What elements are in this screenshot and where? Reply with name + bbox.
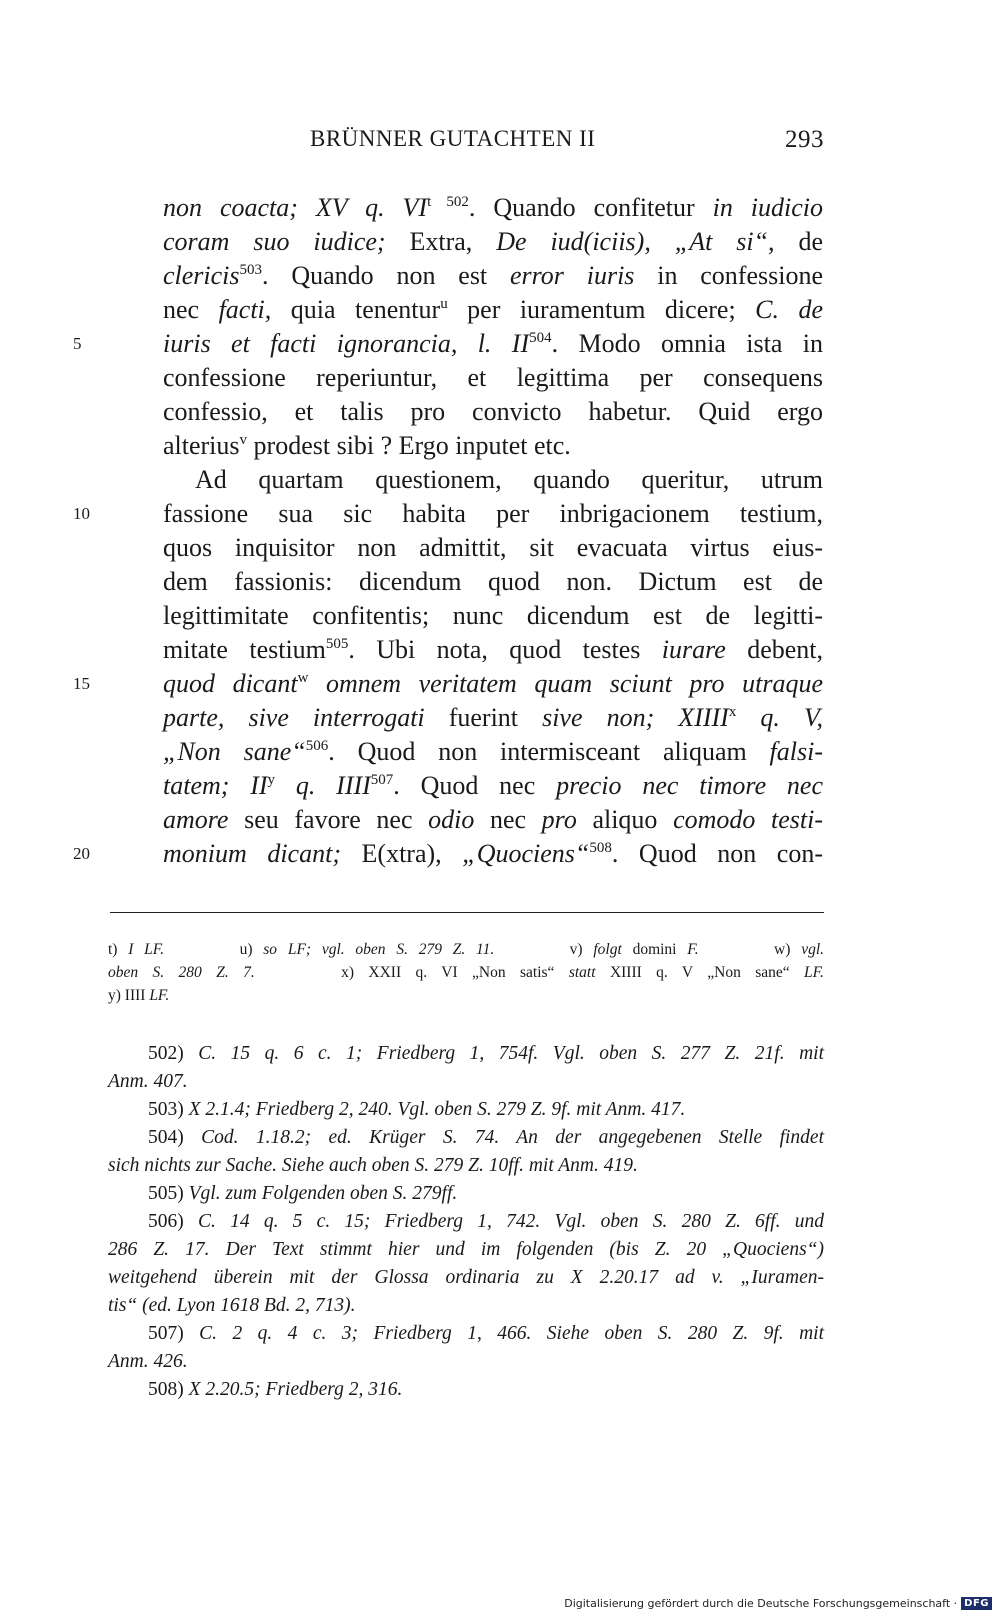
line-number: 10	[73, 504, 90, 523]
footnote	[108, 1040, 824, 1096]
line-text: amore seu favore nec odio nec pro aliquo comodo testi-	[163, 805, 823, 834]
apparatus-line: oben S. 280 Z. 7. x) XXII q. VI „Non satis“ statt XIIII q. V „Non sane“ LF.	[108, 964, 824, 981]
line-text: non coacta; XV q. $VI^{t 502}$. Quando confitetur in iudicio	[163, 193, 823, 222]
line-text: quos inquisitor non admittit, sit evacuata virtus eius-	[163, 533, 823, 562]
dfg-logo: DFG	[961, 1597, 992, 1610]
text-line	[163, 293, 823, 327]
text-line	[73, 837, 824, 871]
line-text: „Non sane“$^{506}$. Quod non intermisceant aliquam falsi-	[163, 737, 823, 766]
footnote-line: weitgehend überein mit der Glossa ordinaria zu X 2.20.17 ad v. „Iuramen-	[108, 1267, 824, 1288]
line-text: tatem; $II^y$ q. IIII$^{507}$. Quod nec precio nec timore nec	[163, 771, 823, 800]
line-text: confessio, et talis pro convicto habetur. Quid ergo	[163, 397, 823, 426]
apparatus-line: y) IIII LF.	[108, 987, 170, 1004]
text-line	[73, 497, 823, 531]
main-text	[73, 191, 824, 871]
footnote-line: 508) X 2.20.5; Friedberg 2, 316.	[148, 1379, 403, 1400]
text-line	[163, 429, 823, 463]
text-line	[163, 531, 823, 565]
page-number: 293	[785, 126, 824, 153]
footnote-line: 503) X 2.1.4; Friedberg 2, 240. Vgl. oben S. 279 Z. 9f. mit Anm. 417.	[148, 1099, 686, 1120]
text-line	[163, 395, 823, 429]
text-line	[163, 225, 823, 259]
footnote-line: 507) C. 2 q. 4 c. 3; Friedberg 1, 466. Siehe oben S. 280 Z. 9f. mit	[148, 1323, 825, 1344]
footnote	[108, 1320, 824, 1376]
footnote-line: 286 Z. 17. Der Text stimmt hier und im folgenden (bis Z. 20 „Quociens“)	[108, 1239, 824, 1260]
text-line	[163, 191, 823, 225]
footnote-line: tis“ (ed. Lyon 1618 Bd. 2, 713).	[108, 1295, 356, 1316]
footnote-line: 506) C. 14 q. 5 c. 15; Friedberg 1, 742. Vgl. oben S. 280 Z. 6ff. und	[148, 1211, 824, 1232]
footnote-line: 505) Vgl. zum Folgenden oben S. 279ff.	[148, 1183, 458, 1204]
text-line	[163, 769, 823, 803]
line-text: clericis$^{503}$. Quando non est error iuris in confessione	[163, 261, 824, 290]
text-line	[163, 565, 823, 599]
footnote-line: 504) Cod. 1.18.2; ed. Krüger S. 74. An der angegebenen Stelle findet	[148, 1127, 824, 1148]
line-text: parte, sive interrogati fuerint sive non; XIIII$^x$ q. V,	[163, 703, 824, 732]
text-line	[73, 327, 823, 361]
footnotes	[108, 1040, 824, 1404]
text-line	[163, 361, 823, 395]
footnote-rule	[110, 912, 824, 913]
text-line	[163, 701, 823, 735]
footnote-line: sich nichts zur Sache. Siehe auch oben S. 279 Z. 10ff. mit Anm. 419.	[108, 1155, 638, 1176]
footnote	[108, 1180, 824, 1208]
line-text: iuris et facti ignorancia, l. II$^{504}$. Modo omnia ista in	[163, 329, 823, 358]
footnote	[108, 1124, 824, 1180]
apparatus-line: t) I LF. u) so LF; vgl. oben S. 279 Z. 11. v) folgt domini F. w) vgl.	[108, 941, 824, 958]
line-text: Ad quartam questionem, quando queritur, utrum	[195, 465, 823, 494]
footnote	[108, 1208, 824, 1320]
line-text: alterius$^v$ prodest sibi ? Ergo inputet etc.	[163, 431, 571, 460]
line-text: nec facti, quia tenentur$^u$ per iuramentum dicere; C. de	[163, 295, 823, 324]
text-line	[163, 599, 823, 633]
line-text: monium dicant; E(xtra), „Quociens“$^{508}$. Quod non con-	[163, 839, 824, 868]
line-text: quod dicant$^w$ omnem veritatem quam sciunt pro utraque	[163, 669, 824, 698]
line-text: confessione reperiuntur, et legittima per consequens	[163, 363, 823, 392]
footnote-line: Anm. 426.	[108, 1351, 188, 1372]
running-title: BRÜNNER GUTACHTEN II	[310, 126, 596, 151]
text-line	[163, 259, 823, 293]
critical-apparatus	[108, 938, 824, 1007]
text-line	[163, 803, 823, 837]
line-text: coram suo iudice; Extra, De iud(iciis), „At si“, de	[163, 227, 823, 256]
digitization-credit	[564, 1597, 992, 1610]
text-line	[163, 463, 823, 497]
line-text: mitate testium$^{505}$. Ubi nota, quod testes iurare debent,	[163, 635, 824, 664]
line-number: 5	[73, 334, 82, 353]
footnote	[108, 1096, 824, 1124]
text-line	[163, 735, 823, 769]
footnote-line: Anm. 407.	[108, 1071, 188, 1092]
text-line	[163, 633, 823, 667]
line-text: dem fassionis: dicendum quod non. Dictum est de	[163, 567, 823, 596]
line-number: 20	[73, 844, 90, 863]
footnote	[108, 1376, 824, 1404]
line-number: 15	[73, 674, 90, 693]
credit-text: Digitalisierung gefördert durch die Deutsche Forschungsgemeinschaft ·	[564, 1597, 958, 1610]
text-line	[73, 667, 824, 701]
line-text: legittimitate confitentis; nunc dicendum est de legitti-	[163, 601, 823, 630]
line-text: fassione sua sic habita per inbrigacionem testium,	[163, 499, 823, 528]
footnote-line: 502) C. 15 q. 6 c. 1; Friedberg 1, 754f. Vgl. oben S. 277 Z. 21f. mit	[148, 1043, 824, 1064]
